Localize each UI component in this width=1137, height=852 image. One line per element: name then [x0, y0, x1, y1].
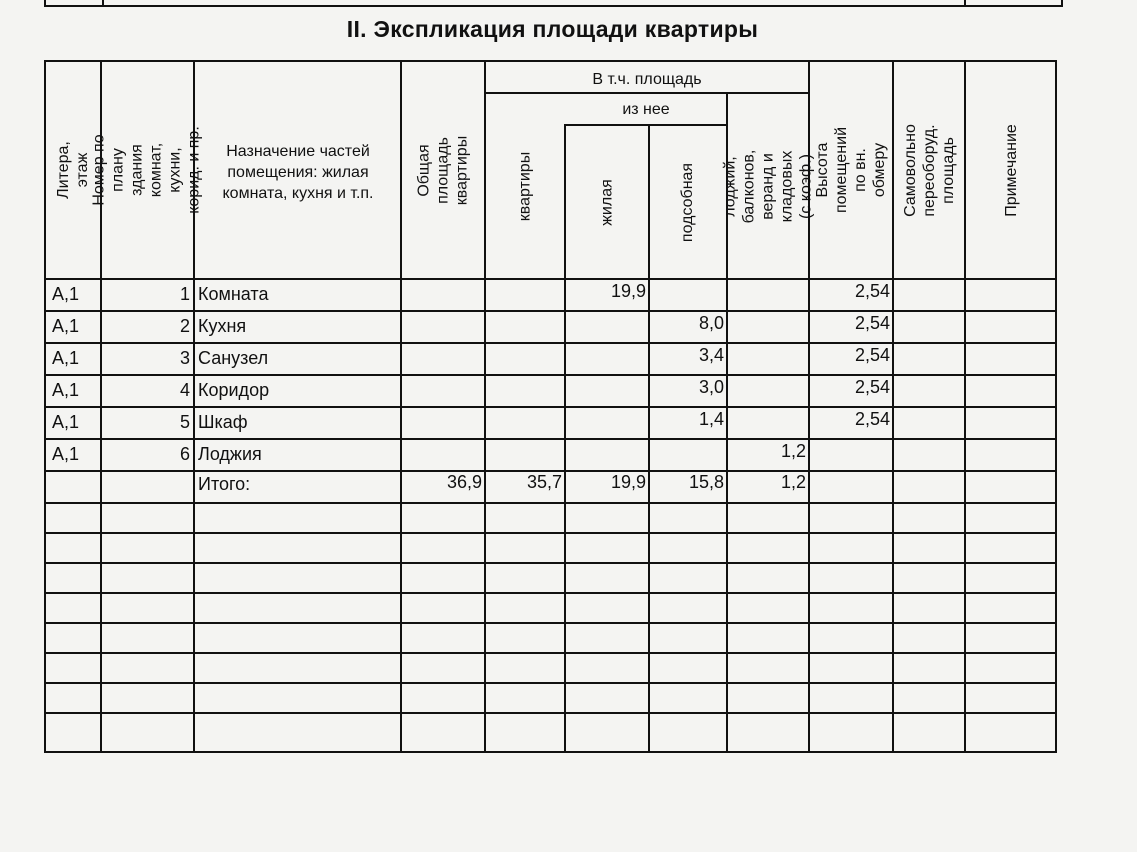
- cell-nomer: 1: [179, 284, 190, 304]
- row-divider: [46, 406, 1055, 408]
- cell-litera: А,1: [52, 316, 80, 336]
- cell-room-name: Шкаф: [198, 412, 248, 432]
- header-kvartiry: квартиры: [516, 151, 534, 221]
- row-divider: [46, 682, 1055, 684]
- cell-zhilaya: 19,9: [610, 281, 646, 301]
- header-podsobnaya: подсобная: [679, 162, 697, 242]
- header-lodzhii: лоджий, балконов, веранд и кладовых (с коэф.): [721, 149, 815, 223]
- cell-litera: А,1: [52, 444, 80, 464]
- header-vtch: В т.ч. площадь: [592, 70, 702, 88]
- cell-room-name: Лоджия: [198, 444, 262, 464]
- row-divider: [46, 712, 1055, 714]
- explication-table: [44, 60, 1057, 753]
- cell-nomer: 2: [179, 316, 190, 336]
- page-title: II. Экспликация площади квартиры: [346, 16, 759, 42]
- row-divider: [46, 652, 1055, 654]
- header-vysota: Высота помещений по вн. обмеру: [814, 126, 888, 214]
- cell-litera: А,1: [52, 284, 80, 304]
- cell-litera: А,1: [52, 412, 80, 432]
- cell-room-name: Комната: [198, 284, 269, 304]
- total-podsobnaya: 15,8: [688, 472, 724, 492]
- row-divider: [46, 592, 1055, 594]
- header-naznachenie: Назначение частей помещения: жилая комната, кухня и т.п.: [222, 142, 374, 202]
- cell-podsobnaya: 8,0: [698, 313, 724, 333]
- total-lodzhii: 1,2: [780, 472, 806, 492]
- cell-vysota: 2,54: [854, 313, 890, 333]
- cell-vysota: 2,54: [854, 377, 890, 397]
- total-kvartiry: 35,7: [526, 472, 562, 492]
- row-divider: [46, 278, 1055, 280]
- row-divider: [46, 374, 1055, 376]
- cell-litera: А,1: [52, 348, 80, 368]
- cell-nomer: 5: [179, 412, 190, 432]
- cell-room-name: Кухня: [198, 316, 247, 336]
- header-zhilaya: жилая: [598, 178, 616, 226]
- cell-room-name: Коридор: [198, 380, 270, 400]
- header-iz-nee: из нее: [622, 100, 670, 118]
- header-litera: Литера, этаж: [55, 141, 92, 199]
- header-primechanie: Примечание: [1003, 123, 1021, 217]
- row-divider: [46, 310, 1055, 312]
- cell-nomer: 3: [179, 348, 190, 368]
- total-label: Итого:: [198, 474, 251, 494]
- cell-nomer: 6: [179, 444, 190, 464]
- row-divider: [46, 342, 1055, 344]
- row-divider: [46, 438, 1055, 440]
- cell-vysota: 2,54: [854, 409, 890, 429]
- cell-podsobnaya: 1,4: [698, 409, 724, 429]
- header-nomer: Номер по плану здания комнат, кухни, корид. и пр.: [90, 126, 203, 214]
- cell-lodzhii: 1,2: [780, 441, 806, 461]
- cell-vysota: 2,54: [854, 281, 890, 301]
- header-samovolno: Самовольно переоборуд. площадь: [901, 123, 957, 217]
- total-zhilaya: 19,9: [610, 472, 646, 492]
- cell-room-name: Санузел: [198, 348, 269, 368]
- cell-vysota: 2,54: [854, 345, 890, 365]
- row-divider: [46, 622, 1055, 624]
- row-divider: [46, 532, 1055, 534]
- cell-litera: А,1: [52, 380, 80, 400]
- previous-table-edge: [44, 0, 1063, 7]
- row-divider: [46, 502, 1055, 504]
- row-divider: [46, 562, 1055, 564]
- cell-podsobnaya: 3,0: [698, 377, 724, 397]
- total-obshaya: 36,9: [446, 472, 482, 492]
- header-obshaya: Общая площадь квартиры: [415, 135, 471, 205]
- cell-nomer: 4: [179, 380, 190, 400]
- cell-podsobnaya: 3,4: [698, 345, 724, 365]
